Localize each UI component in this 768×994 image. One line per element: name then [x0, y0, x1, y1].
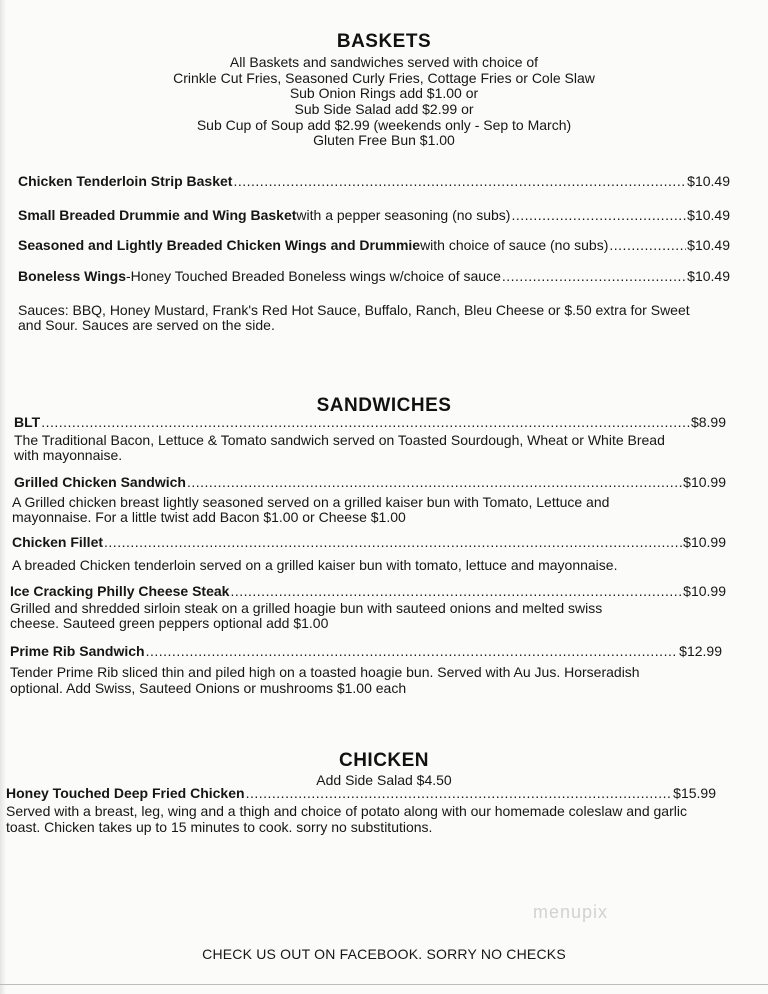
dot-leader [146, 643, 679, 659]
item-name: Ice Cracking Philly Cheese Steak [10, 583, 230, 599]
item-inline-desc: with choice of sauce (no subs) [420, 237, 609, 253]
item-description: Served with a breast, leg, wing and a thigh and choice of potato along with our homemade coleslaw and garlic [6, 803, 687, 819]
footer-note: CHECK US OUT ON FACEBOOK. SORRY NO CHECKS [202, 946, 566, 962]
item-name: Chicken Fillet [12, 534, 104, 550]
baskets-intro-line: Gluten Free Bun $1.00 [313, 132, 455, 148]
item-price: $15.99 [673, 785, 716, 801]
scan-edge-shadow [0, 0, 6, 994]
item-description: optional. Add Swiss, Sauteed Onions or mushrooms $1.00 each [10, 680, 407, 696]
menu-item [18, 237, 730, 253]
menu-item [18, 207, 730, 223]
item-name: Prime Rib Sandwich [10, 643, 145, 659]
item-price: $10.99 [683, 583, 726, 599]
chicken-heading: CHICKEN [338, 750, 430, 771]
menu-item [6, 785, 716, 801]
baskets-intro-line: Crinkle Cut Fries, Seasoned Curly Fries, Cottage Fries or Cole Slaw [173, 70, 595, 86]
item-description: toast. Chicken takes up to 15 minutes to cook. sorry no substitutions. [6, 819, 433, 835]
item-price: $10.49 [687, 237, 730, 253]
page-bottom-rule [0, 984, 768, 985]
baskets-intro-line: Sub Onion Rings add $1.00 or [289, 85, 479, 101]
chicken-subheading: Add Side Salad $4.50 [316, 772, 452, 788]
item-description: The Traditional Bacon, Lettuce & Tomato sandwich served on Toasted Sourdough, Wheat or White Bread [14, 432, 665, 448]
dot-leader [187, 474, 682, 490]
menu-item [18, 268, 730, 284]
item-price: $10.99 [683, 474, 726, 490]
item-price: $10.49 [687, 207, 730, 223]
item-description: Tender Prime Rib sliced thin and piled high on a toasted hoagie bun. Served with Au Jus. Horseradish [10, 664, 640, 680]
item-name: BLT [14, 414, 41, 430]
item-price: $10.49 [687, 268, 730, 284]
menu-item [14, 414, 726, 430]
item-name: Chicken Tenderloin Strip Basket [18, 173, 233, 189]
dot-leader [41, 414, 690, 430]
item-price: $12.99 [679, 643, 722, 659]
item-description: A Grilled chicken breast lightly seasoned served on a grilled kaiser bun with Tomato, Lettuce and [12, 494, 610, 510]
dot-leader [230, 583, 682, 599]
item-description: with mayonnaise. [14, 447, 123, 463]
dot-leader [609, 237, 686, 253]
item-name: Seasoned and Lightly Breaded Chicken Wings and Drummie [18, 237, 421, 253]
menu-item [18, 173, 730, 189]
sandwiches-heading: SANDWICHES [316, 395, 452, 416]
item-price: $10.49 [687, 173, 730, 189]
menu-item [12, 534, 726, 550]
dot-leader [246, 785, 673, 801]
item-description: Grilled and shredded sirloin steak on a grilled hoagie bun with sauteed onions and melted swiss [10, 600, 603, 616]
item-name: Boneless Wings [18, 268, 127, 284]
item-description: cheese. Sauteed green peppers optional add $1.00 [10, 615, 329, 631]
item-inline-desc: -Honey Touched Breaded Boneless wings w/choice of sauce [126, 268, 501, 284]
item-price: $8.99 [690, 414, 726, 430]
item-inline-desc: with a pepper seasoning (no subs) [296, 207, 511, 223]
baskets-intro-line: Sub Cup of Soup add $2.99 (weekends only - Sep to March) [196, 117, 572, 133]
baskets-intro-line: Sub Side Salad add $2.99 or [294, 101, 474, 117]
menu-item [10, 643, 722, 659]
item-description: mayonnaise. For a little twist add Bacon $1.00 or Cheese $1.00 [12, 509, 406, 525]
dot-leader [502, 268, 686, 284]
sauces-note: Sauces: BBQ, Honey Mustard, Frank's Red Hot Sauce, Buffalo, Ranch, Bleu Cheese or $.50 extra for Sweet [18, 302, 690, 318]
dot-leader [511, 207, 686, 223]
dot-leader [104, 534, 682, 550]
baskets-intro-line: All Baskets and sandwiches served with choice of [229, 54, 539, 70]
watermark-text: menupix [533, 902, 609, 922]
item-name: Small Breaded Drummie and Wing Basket [18, 207, 297, 223]
baskets-heading: BASKETS [336, 31, 432, 52]
item-price: $10.99 [683, 534, 726, 550]
item-name: Grilled Chicken Sandwich [14, 474, 186, 490]
sauces-note: and Sour. Sauces are served on the side. [18, 317, 275, 333]
item-name: Honey Touched Deep Fried Chicken [6, 785, 245, 801]
item-description: A breaded Chicken tenderloin served on a grilled kaiser bun with tomato, lettuce and mayonnaise. [12, 557, 618, 573]
menu-item [14, 474, 726, 490]
menu-item [10, 583, 726, 599]
dot-leader [233, 173, 686, 189]
